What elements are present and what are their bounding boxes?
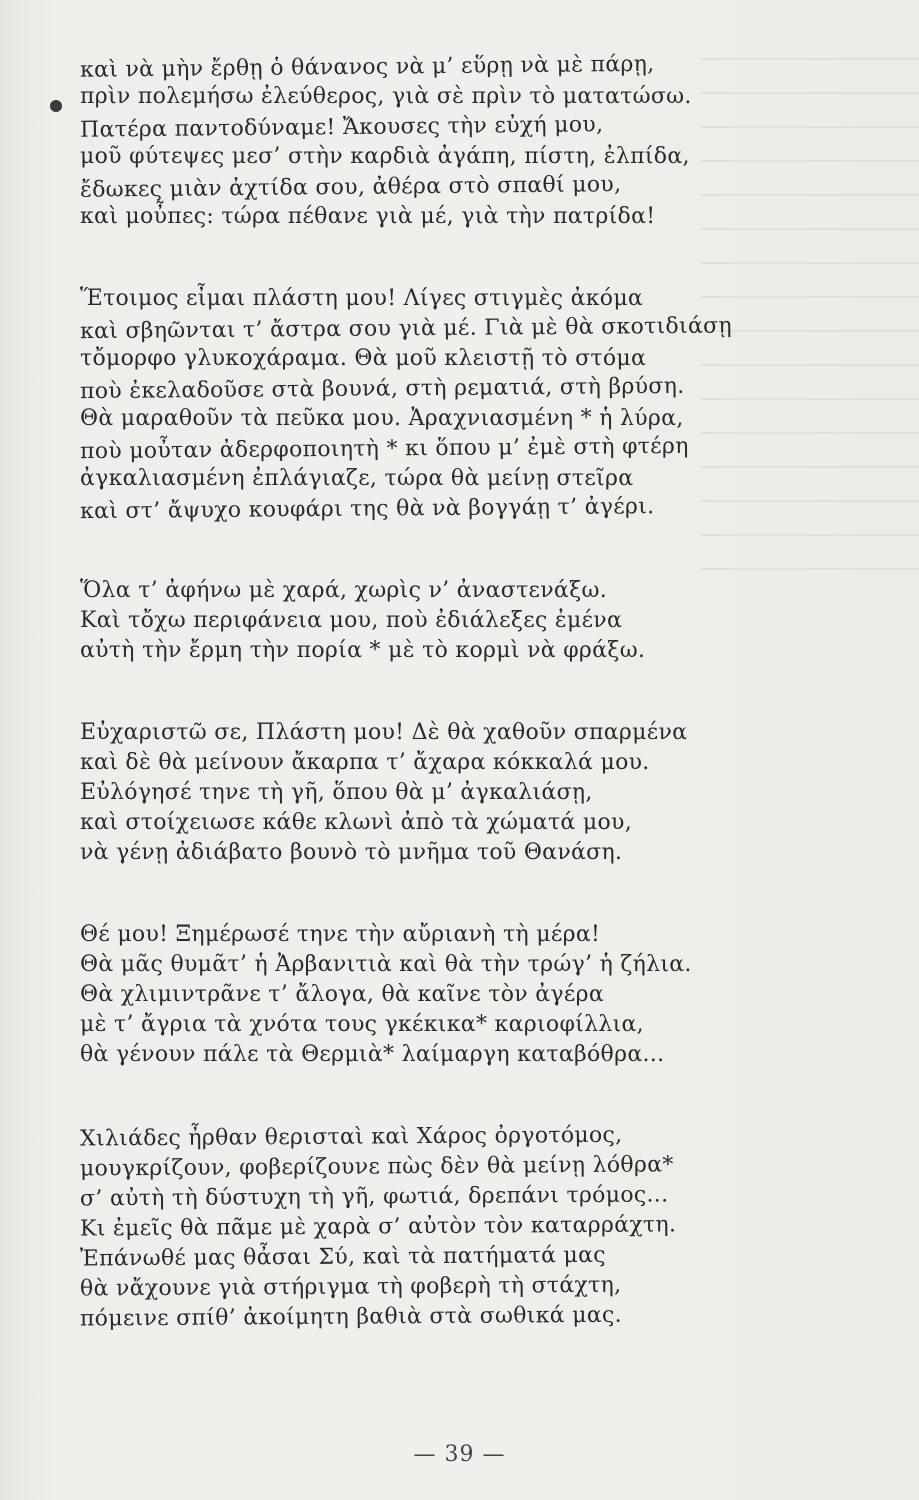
poem-line: ποὺ μοὖταν ἀδερφοποιητὴ * κι ὅπου μ’ ἐμὲ στὴ φτέρη bbox=[79, 433, 689, 465]
poem-line: τὄμορφο γλυκοχάραμα. Θὰ μοῦ κλειστῇ τὸ στόμα bbox=[80, 346, 647, 371]
poem-line: πόμεινε σπίθ’ ἀκοίμητη βαθιὰ στὰ σωθικά μας. bbox=[79, 1302, 622, 1332]
poem-line: Θέ μου! Ξημέρωσέ τηνε τὴν αὔριανὴ τὴ μέρα! bbox=[80, 922, 601, 947]
poem-line: καὶ στ’ ἄψυχο κουφάρι της θὰ νὰ βογγάῃ τ’ ἀγέρι. bbox=[79, 494, 655, 525]
poem-line: Εὐχαριστῶ σε, Πλάστη μου! Δὲ θὰ χαθοῦν σπαρμένα bbox=[80, 720, 688, 745]
poem-line: Θὰ μᾶς θυμᾶτ’ ἡ Ἀρβανιτιὰ καὶ θὰ τὴν τρώγ’ ἡ ζήλια. bbox=[80, 952, 692, 977]
poem-line: ποὺ ἐκελαδοῦσε στὰ βουνά, στὴ ρεματιά, στὴ βρύση. bbox=[79, 373, 685, 405]
stanza-2 bbox=[80, 284, 800, 524]
page-blemish bbox=[50, 100, 62, 112]
poem-line: καὶ σβηῶνται τ’ ἄστρα σου γιὰ μέ. Γιὰ μὲ θὰ σκοτιδιάσῃ bbox=[79, 313, 732, 345]
poem-line: καὶ στοίχειωσε κάθε κλωνὶ ἀπὸ τὰ χώματά μου, bbox=[80, 810, 632, 835]
poem-line: μοῦ φύτεψες μεσ’ στὴν καρδιὰ ἀγάπη, πίστη, ἐλπίδα, bbox=[80, 144, 690, 169]
poem-line: καὶ δὲ θὰ μείνουν ἄκαρπα τ’ ἄχαρα κόκκαλά μου. bbox=[80, 750, 650, 775]
poem-line: μουγκρίζουν, φοβερίζουνε πὼς δὲν θὰ μείνῃ λόθρα* bbox=[79, 1152, 674, 1182]
page-number: — 39 — bbox=[413, 1442, 506, 1467]
poem-line: θὰ νἄχουνε γιὰ στήριγμα τὴ φοβερὴ τὴ στάχτη, bbox=[79, 1272, 622, 1302]
poem-line: Ἐπάνωθέ μας θἆσαι Σύ, καὶ τὰ πατήματά μας bbox=[79, 1242, 606, 1272]
poem-line: Καὶ τὄχω περιφάνεια μου, ποὺ ἐδιάλεξες ἐμένα bbox=[80, 608, 623, 633]
poem-line: νὰ γένῃ ἀδιάβατο βουνὸ τὸ μνῆμα τοῦ Θανάση. bbox=[80, 840, 623, 865]
stanza-6 bbox=[80, 1122, 800, 1332]
poem-line: Εὐλόγησέ τηνε τὴ γῆ, ὅπου θὰ μ’ ἀγκαλιάσῃ, bbox=[80, 780, 593, 805]
stanza-5 bbox=[80, 920, 800, 1070]
poem-body bbox=[80, 52, 800, 1384]
poem-line: Ὅλα τ’ ἀφήνω μὲ χαρά, χωρὶς ν’ ἀναστενάξω. bbox=[80, 578, 608, 603]
stanza-3 bbox=[80, 576, 800, 666]
poem-line: σ’ αὐτὴ τὴ δύστυχη τὴ γῆ, φωτιά, δρεπάνι τρόμος... bbox=[79, 1182, 669, 1212]
poem-line: ἔδωκες μιὰν ἀχτίδα σου, ἀθέρα στὸ σπαθί μου, bbox=[79, 172, 622, 203]
poem-line: καὶ νὰ μὴν ἔρθῃ ὁ θάνανος νὰ μ’ εὕρῃ νὰ μὲ πάρῃ, bbox=[79, 51, 655, 83]
poem-line: Θὰ χλιμιντρᾶνε τ’ ἄλογα, θὰ καῖνε τὸν ἀγέρα bbox=[80, 982, 604, 1007]
stanza-4 bbox=[80, 718, 800, 868]
poem-line: αὐτὴ τὴν ἔρμη τὴν πορία * μὲ τὸ κορμὶ νὰ φράξω. bbox=[80, 638, 646, 663]
poem-line: ἀγκαλιασμένη ἐπλάγιαζε, τώρα θὰ μείνῃ στεῖρα bbox=[80, 466, 634, 491]
poem-line: Πατέρα παντοδύναμε! Ἄκουσες τὴν εὐχή μου, bbox=[79, 112, 604, 143]
poem-line: θὰ γένουν πάλε τὰ Θερμιὰ* λαίμαργη καταβόθρα... bbox=[80, 1042, 665, 1067]
poem-line: μὲ τ’ ἄγρια τὰ χνότα τους γκέκικα* καριοφίλλια, bbox=[80, 1012, 644, 1037]
poem-line: Κι ἐμεῖς θὰ πᾶμε μὲ χαρὰ σ’ αὐτὸν τὸν καταρράχτη. bbox=[79, 1212, 677, 1242]
poem-line: Χιλιάδες ἦρθαν θερισταὶ καὶ Χάρος ὀργοτόμος, bbox=[79, 1122, 623, 1152]
poem-line: καὶ μοὖπες: τώρα πέθανε γιὰ μέ, γιὰ τὴν πατρίδα! bbox=[80, 204, 656, 229]
poem-line: πρὶν πολεμήσω ἐλεύθερος, γιὰ σὲ πρὶν τὸ ματατώσω. bbox=[80, 84, 692, 109]
poem-line: Θὰ μαραθοῦν τὰ πεῦκα μου. Ἀραχνιασμένη * ἡ λύρα, bbox=[80, 406, 684, 431]
poem-line: Ἕτοιμος εἶμαι πλάστη μου! Λίγες στιγμὲς ἀκόμα bbox=[80, 286, 644, 311]
stanza-1 bbox=[80, 52, 800, 232]
